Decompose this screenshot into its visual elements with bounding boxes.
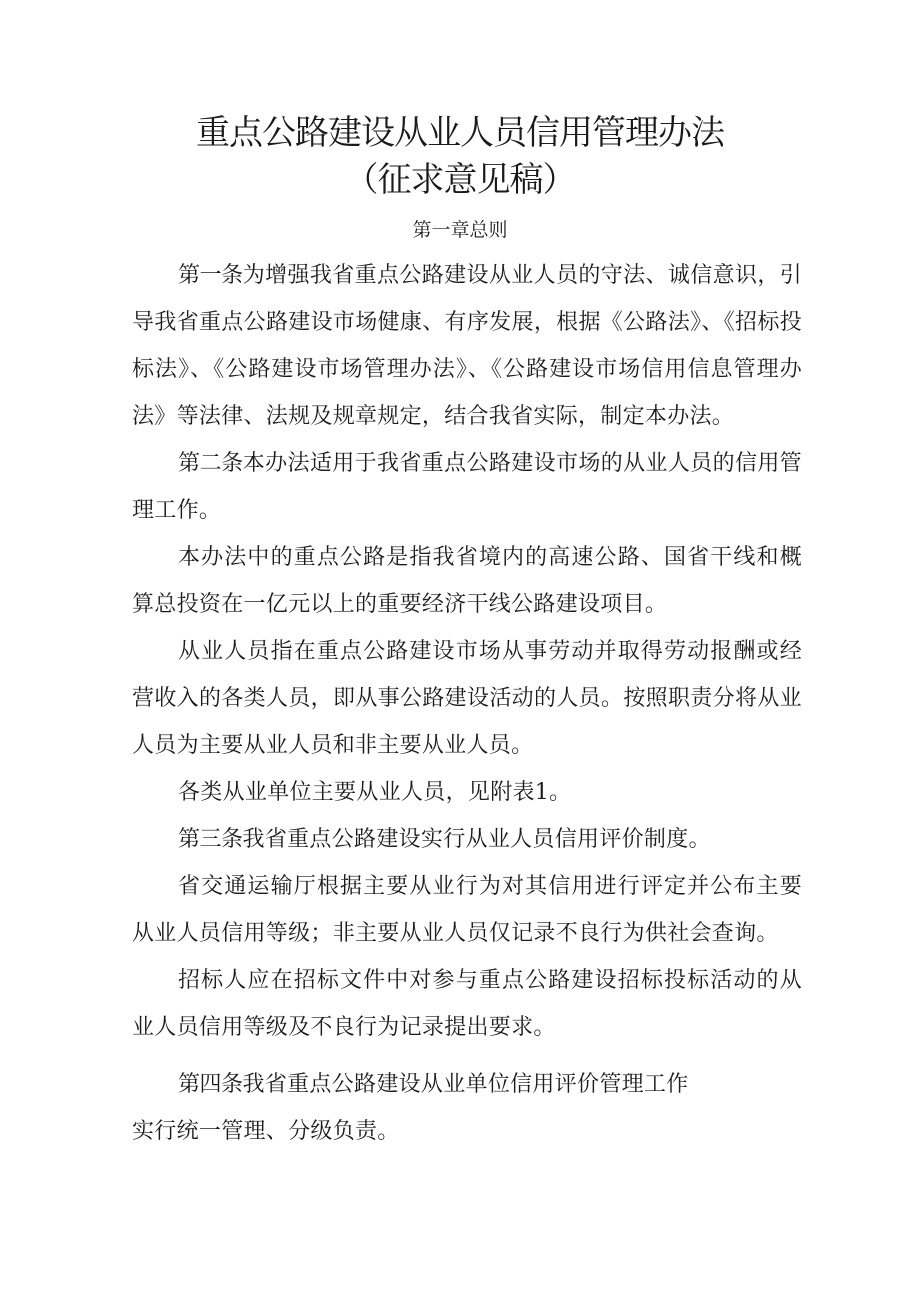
paragraph-text: 本办法适用于我省重点公路建设市场的从业人员的信用管理工作。: [132, 451, 802, 523]
document-subtitle: （征求意见稿）: [344, 160, 576, 200]
article-label: 第二条: [178, 451, 243, 476]
paragraph-text: 我省重点公路建设实行从业人员信用评价制度。: [242, 827, 711, 852]
paragraph: [132, 816, 802, 863]
article-label: 第三条: [178, 827, 243, 852]
paragraph: [132, 628, 802, 769]
document-title: 重点公路建设从业人员信用管理办法: [196, 113, 724, 153]
paragraph: [132, 1061, 802, 1108]
chapter-heading: 第一章总则: [412, 219, 508, 241]
paragraph-text: 为增强我省重点公路建设从业人员的守法、诚信意识，引导我省重点公路建设市场健康、有序发展，根据《公路法》、《招标投标法》、《公路建设市场管理办法》、《公路建设市场信用信息管理办法》等法律、法规及规章规定，结合我省实际，制定本办法。: [132, 263, 802, 429]
paragraph-text: 从业人员指在重点公路建设市场从事劳动并取得劳动报酬或经营收入的各类人员，即从事公路建设活动的人员。按照职责分将从业人员为主要从业人员和非主要从业人员。: [132, 639, 802, 758]
paragraph: [132, 534, 802, 628]
paragraph-text: 省交通运输厅根据主要从业行为对其信用进行评定并公布主要从业人员信用等级；非主要从业人员仅记录不良行为供社会查询。: [132, 874, 802, 946]
paragraph: [132, 252, 802, 440]
paragraph: [132, 957, 802, 1051]
document-body: [132, 252, 802, 1155]
paragraph-text: 我省重点公路建设从业单位信用评价管理工作: [242, 1072, 689, 1097]
paragraph-text: 实行统一管理、分级负责。: [132, 1119, 400, 1144]
paragraph-text: 各类从业单位主要从业人员，见附表1。: [178, 780, 572, 805]
paragraph: [132, 1108, 802, 1155]
paragraph: [132, 769, 802, 816]
paragraph-text: 本办法中的重点公路是指我省境内的高速公路、国省干线和概算总投资在一亿元以上的重要经济干线公路建设项目。: [132, 545, 802, 617]
article-label: 第四条: [178, 1072, 243, 1097]
paragraph: [132, 440, 802, 534]
paragraph-text: 招标人应在招标文件中对参与重点公路建设招标投标活动的从业人员信用等级及不良行为记录提出要求。: [132, 968, 802, 1040]
paragraph: [132, 863, 802, 957]
article-label: 第一条: [178, 263, 243, 288]
